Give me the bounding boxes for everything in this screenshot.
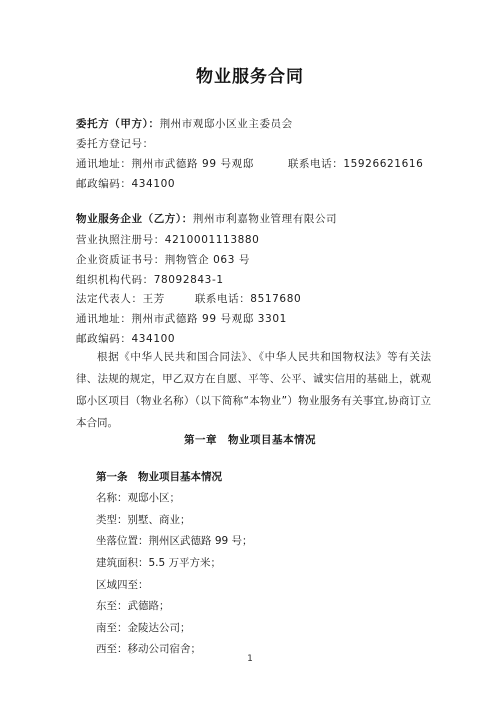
article-1-item: 西至：移动公司宿舍； (96, 643, 201, 655)
party-b-address: 通讯地址：荆州市武德路 99 号观邸 3301 (76, 313, 287, 325)
article-1-item: 南至：金陵达公司； (96, 622, 191, 634)
party-a-address: 通讯地址：荆州市武德路 99 号观邸 (76, 158, 254, 170)
party-a-postcode: 邮政编码：434100 (76, 178, 176, 190)
article-1-item: 名称：观邸小区； (96, 492, 180, 504)
party-b-name: 荆州市利嘉物业管理有限公司 (192, 213, 338, 225)
party-b-postcode: 邮政编码：434100 (76, 333, 176, 345)
party-a-name: 荆州市观邸小区业主委员会 (159, 118, 293, 130)
article-1-item: 东至：武德路； (96, 600, 170, 612)
party-a-phone: 联系电话：15926621616 (287, 158, 424, 170)
party-b-phone: 联系电话：8517680 (194, 293, 302, 305)
party-b-legal-rep: 法定代表人：王芳 (76, 293, 165, 305)
article-1-item: 区域四至： (96, 579, 149, 591)
preamble-paragraph: 根据《中华人民共和国合同法》、《中华人民共和国物权法》等有关法律、法规的规定，甲乙双方在自愿、平等、公平、诚实信用的基础上，就观邸小区项目（物业名称）（以下简称“本物业”）物业服务有关事宜,协商订立本合同。 (76, 351, 431, 429)
chapter-1-title: 第一章 物业项目基本情况 (184, 434, 316, 446)
party-a-line (76, 117, 293, 131)
article-1-item: 类型：别墅、商业； (96, 514, 191, 526)
party-b-license: 营业执照注册号：4210001113880 (76, 234, 260, 246)
contract-title: 物业服务合同 (196, 67, 304, 87)
party-a-registration: 委托方登记号： (76, 138, 154, 150)
article-1-title: 第一条 物业项目基本情况 (96, 471, 222, 483)
party-b-legal-rep-line (76, 292, 301, 306)
party-b-label: 物业服务企业（乙方）： (76, 213, 193, 225)
article-1-item: 建筑面积：5.5 万平方米； (96, 557, 222, 569)
article-1-item: 坐落位置：荆州区武德路 99 号； (96, 535, 253, 547)
party-a-address-line (76, 157, 423, 171)
party-a-label: 委托方（甲方）： (76, 118, 160, 130)
party-b-line (76, 212, 337, 226)
party-b-org-code: 组织机构代码：78092843-1 (76, 274, 224, 286)
page-number: 1 (247, 654, 253, 664)
party-b-qualification: 企业资质证书号：荆物管企 063 号 (76, 254, 251, 266)
